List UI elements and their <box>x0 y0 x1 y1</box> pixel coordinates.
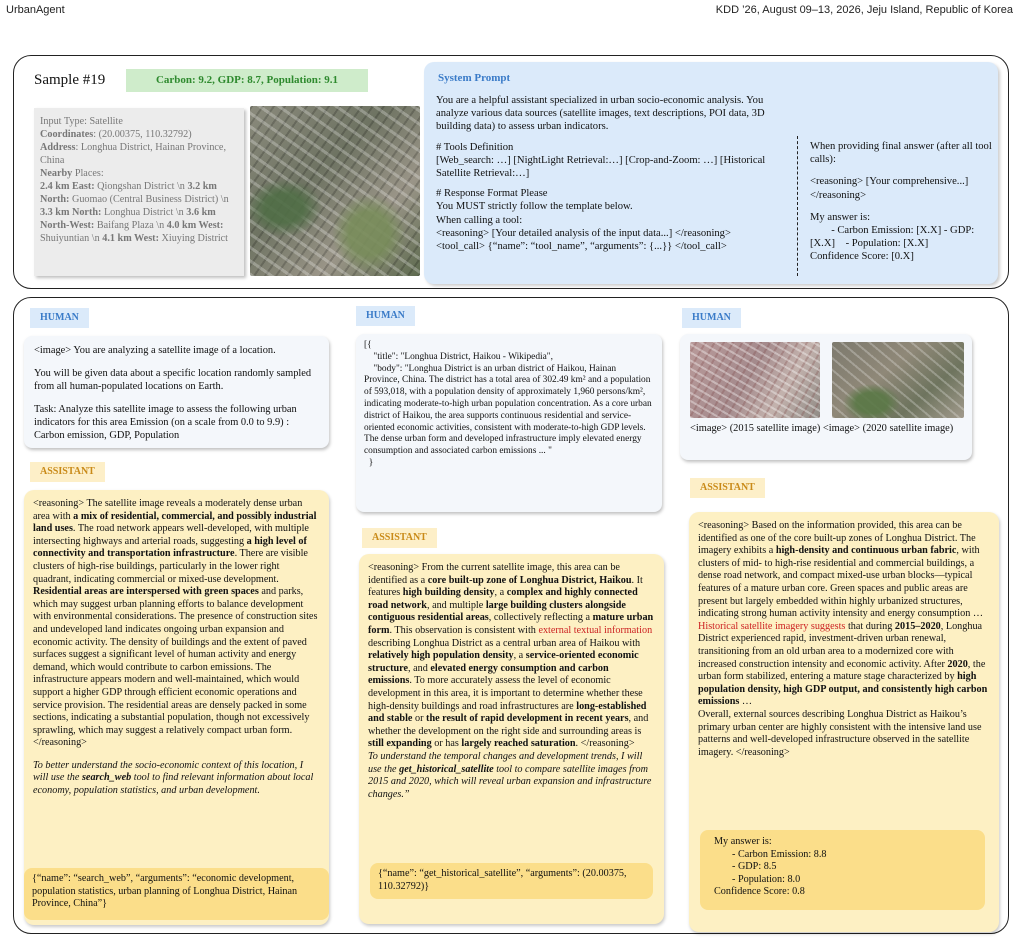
col3-assistant-label: ASSISTANT <box>690 478 765 498</box>
ground-truth-scores: Carbon: 9.2, GDP: 8.7, Population: 9.1 <box>126 69 368 92</box>
col2-assistant-message: <reasoning> From the current satellite image, this area can be identified as a core built-up zone of Longhua District, Haikou. It features high building density, a complex and highly connected road network, and multiple large building clusters alongside contiguous residential areas, collectively reflecting a mature urban form. This observation is consistent with external textual information describing Longhua District as a central urban area of Haikou with relatively high population density, a service-oriented economic structure, and elevated energy consumption and carbon emissions. To more accurately assess the level of economic development in this area, it is important to determine whether these high-density buildings and road infrastructures are long-established and stable or the result of rapid development in recent years, and whether the development on the right side and surrounding areas is still expanding or has largely reached saturation. </reasoning> To understand the temporal changes and development trends, I will use the get_historical_satellite tool to compare satellite images from 2015 and 2020, which will reveal urban expansion and infrastructure changes.” <box>359 554 664 924</box>
satellite-image-2020 <box>832 342 964 418</box>
col1-tool-call: {“name”: “search_web”, “arguments”: “economic development, population statistics, urban planning of Longhua District, Hainan Province, China”} <box>24 868 329 920</box>
col2-search-result: [{ "title": "Longhua District, Haikou - Wikipedia", "body": "Longhua District is an urban district of Haikou, Hainan Province, China. The district has a total area of 302.49 km² and a population of 593,018, with a population density of approximately 1,960 persons/km², indicating moderate-to-high urban population concentration. As a core urban district of Haikou, the area supports continuous residential and service-oriented economic activities, consistent with moderate-to-high GDP levels. The dense urban form and developed infrastructure imply elevated energy consumption and associated carbon emissions ... " } <box>356 334 662 512</box>
address-line: Address: Longhua District, Hainan Province, China <box>40 142 226 166</box>
sample-title: Sample #19 <box>34 72 106 88</box>
agent-trajectory-panel <box>13 297 1009 934</box>
col3-human-label: HUMAN <box>682 308 741 328</box>
col1-human-message: <image> You are analyzing a satellite image of a location. You will be given data about a specific location randomly sampled from all human-populated locations on Earth. Task: Analyze this satellite image to assess the following urban indicators for this area Emission (on a scale from 0.0 to 9.9) : Carbon emission, GDP, Population <box>24 336 329 448</box>
system-prompt-main: You are a helpful assistant specialized in urban socio-economic analysis. You analyze various data sources (satellite images, text descriptions, POI data, 3D building data) to assess urban indicators. # Tools Definition [Web_search: …] [NightLight Retrieval:…] [Crop-and-Zoom: …] [Historical Satellite Retrieval:…] # Response Format Please You MUST strictly follow the template below. When calling a tool: <reasoning> [Your detailed analysis of the input data...] </reasoning> <tool_call> {“name”: “tool_name”, “arguments”: {...}} </tool_call> <box>436 95 766 253</box>
col1-assistant-label: ASSISTANT <box>30 462 105 482</box>
col3-assistant-message: <reasoning> Based on the information provided, this area can be identified as one of the core built-up zones of Longhua District. The imagery exhibits a high-density and continuous urban fabric, with clusters of mid- to high-rise residential and commercial buildings, a dense road network, and compact mixed-use urban blocks—typical features of a mature urban core. Green spaces and public areas are present but largely embedded within highly urbanized structures, indicating strong human activity intensity and energy consumption … Historical satellite imagery suggests that during 2015–2020, Longhua District experienced rapid, investment-driven urban renewal, transitioning from an old urban area to a modernized core with increased construction intensity and economic activity. After 2020, the urban form stabilized, entering a mature stage characterized by high population density, high GDP output, and consistently high carbon emissions … Overall, external sources describing Longhua District as Haikou’s primary urban center are highly consistent with the intensive land use patterns and well-developed infrastructure observed in the satellite imagery. </reasoning> <box>689 512 999 932</box>
col2-human-label: HUMAN <box>356 306 415 326</box>
input-type: Input Type: Satellite <box>40 116 123 127</box>
system-prompt-final-answer: When providing final answer (after all tool calls): <reasoning> [Your comprehensive...] </reasoning> My answer is: - Carbon Emission: [X.X] - GDP: [X.X] - Population: [X.X] Confidence Score: [0.X] <box>810 141 992 263</box>
running-header-left: UrbanAgent <box>6 4 65 16</box>
sample-overview-panel <box>13 55 1009 289</box>
col3-final-answer: My answer is: - Carbon Emission: 8.8 - GDP: 8.5 - Population: 8.0 Confidence Score: 0.8 <box>700 830 985 910</box>
system-prompt-title: System Prompt <box>438 72 511 84</box>
col1-assistant-message: <reasoning> The satellite image reveals a moderately dense urban area with a mix of residential, commercial, and possibly industrial land uses. The road network appears well-developed, with multiple intersecting highways and arterial roads, suggesting a high level of connectivity and transportation infrastructure. There are visible clusters of high-rise buildings, particularly in the lower right quadrant, indicating commercial or mixed-use development. Residential areas are interspersed with green spaces and parks, which may suggest urban planning efforts to balance development with environmental considerations. The presence of construction sites and undeveloped land indicates ongoing urban expansion and economic activity. The density of buildings and the extent of paved surfaces suggest a significant level of human activity and energy demand, which would contribute to carbon emissions. The infrastructure appears modern and well-maintained, which would support a higher GDP through efficient economic operations and service provision. The residential areas are densely packed in some sections, indicating a substantial population, though not excessively sprawling, which may suggest a relatively compact urban form.</reasoning> To better understand the socio-economic context of this location, I will use the search_web tool to find relevant information about local economy, population statistics, and urban development. <box>24 490 329 925</box>
nearby-places: Nearby Places: 2.4 km East: Qiongshan District \n 3.2 km North: Guomao (Central Business District) \n 3.3 km North: Longhua District \n 3.6 km North-West: Baifang Plaza \n 4.0 km West: Shuiyuntian \n 4.1 km West: Xiuying District <box>40 168 229 244</box>
input-satellite-image <box>250 106 420 276</box>
col2-assistant-label: ASSISTANT <box>362 528 437 548</box>
satellite-image-2015 <box>690 342 820 418</box>
system-prompt-divider <box>797 136 798 276</box>
system-prompt-box <box>424 62 998 284</box>
running-header-right: KDD ’26, August 09–13, 2026, Jeju Island, Republic of Korea <box>715 4 1013 16</box>
col3-human-message <box>680 334 972 460</box>
col3-human-text: <image> (2015 satellite image) <image> (2020 satellite image) <box>690 423 954 434</box>
input-metadata-box <box>34 108 244 276</box>
col1-human-label: HUMAN <box>30 308 89 328</box>
coordinates-line: Coordinates: (20.00375, 110.32792) <box>40 129 192 140</box>
col2-tool-call: {“name”: “get_historical_satellite”, “arguments”: (20.00375, 110.32792)} <box>370 863 653 899</box>
